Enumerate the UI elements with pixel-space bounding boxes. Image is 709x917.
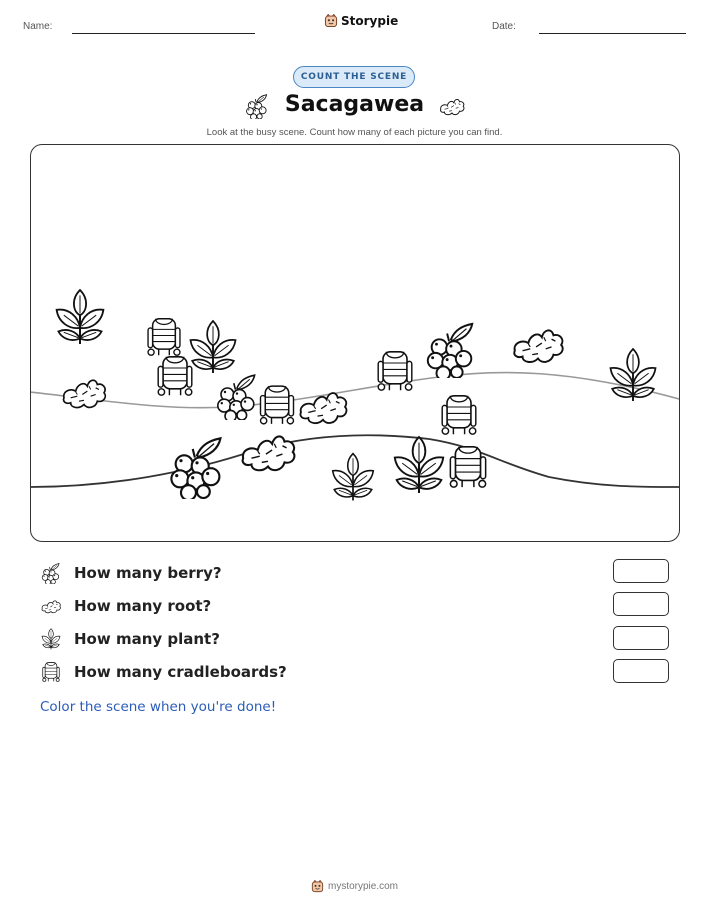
plant-icon [191,321,236,373]
name-line[interactable] [72,33,255,34]
question-text: How many plant? [74,630,220,648]
berry-icon [428,324,472,380]
question-text: How many berry? [74,564,222,582]
site-footer [0,880,709,893]
activity-badge: COUNT THE SCENE [293,66,415,88]
answer-box-root[interactable] [613,592,669,616]
hill-line-back [30,373,679,408]
name-label: Name: [23,21,53,32]
busy-scene [30,144,680,542]
site-url: mystorypie.com [327,881,398,892]
scene-illustration [30,144,679,541]
question-root [40,593,211,619]
plant-icon [333,454,374,501]
cradleboard-icon [378,352,412,390]
storypie-logo-icon [324,14,338,28]
color-instruction: Color the scene when you're done! [40,699,277,715]
berry-icon [172,438,221,500]
plant-icon [40,628,62,650]
brand-name: Storypie [341,14,399,28]
root-icon [438,94,466,118]
answer-box-plant[interactable] [613,626,669,650]
berry-icon [40,562,62,584]
cradleboard-icon [451,447,486,487]
root-icon [515,331,563,363]
berry-icon [218,375,255,421]
cradleboard-icon [148,319,180,355]
cradleboard-icon [261,386,294,424]
question-plant [40,626,220,652]
root-icon [40,596,62,616]
answer-box-cradleboard[interactable] [613,659,669,683]
question-berry [40,560,222,586]
page-title: Sacagawea [284,92,425,117]
cradleboard-icon [40,661,62,683]
date-label: Date: [492,21,516,32]
question-text: How many cradleboards? [74,663,287,681]
storypie-logo-icon [311,880,324,893]
plant-icon [395,437,444,493]
cradleboard-icon [158,357,192,395]
question-text: How many root? [74,597,212,615]
root-icon [64,380,106,407]
brand-logo [324,14,398,28]
date-line[interactable] [539,33,686,34]
plant-icon [611,349,656,401]
question-cradleboard [40,659,287,685]
cradleboard-icon [442,396,476,434]
plant-icon [57,290,104,344]
instructions: Look at the busy scene. Count how many of each picture you can find. [206,127,503,138]
root-icon [243,437,295,471]
answer-box-berry[interactable] [613,559,669,583]
